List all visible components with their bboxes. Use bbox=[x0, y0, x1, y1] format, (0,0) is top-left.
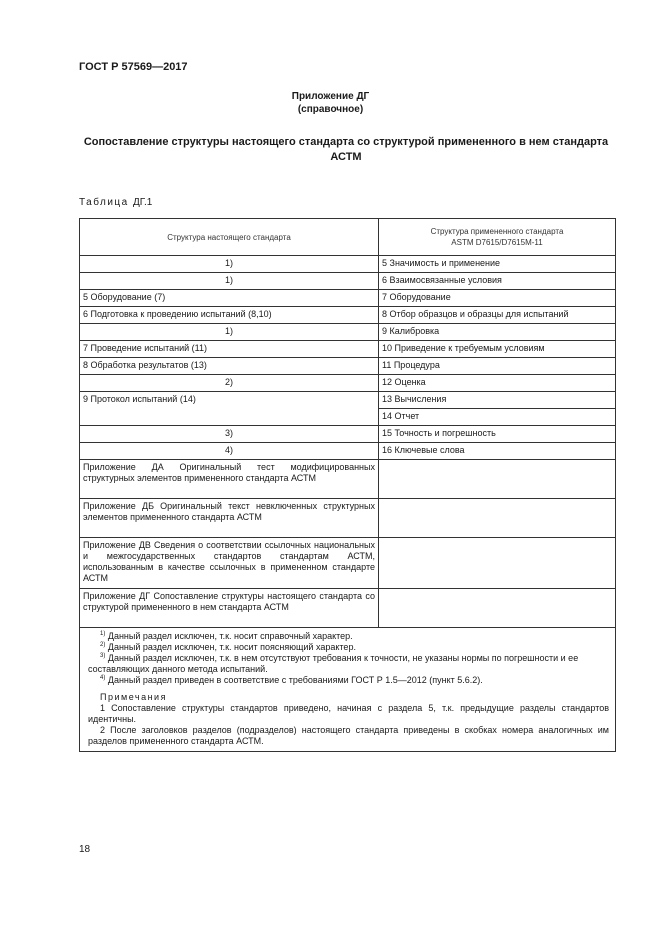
notes-heading: Примечания bbox=[100, 692, 167, 702]
table-row bbox=[80, 426, 616, 443]
footnote-mark: 1) bbox=[100, 631, 106, 637]
table-row bbox=[80, 290, 616, 307]
astm-section-cell: 14 Отчет bbox=[379, 409, 616, 426]
col1-header: Структура настоящего стандарта bbox=[80, 219, 379, 256]
appendix-title: Приложение ДГ bbox=[291, 91, 370, 102]
note-2: 2 После заголовков разделов (подразделов) настоящего стандарта приведены в скобках номера аналогичных им разделов примененного стандарта АСТМ. bbox=[88, 725, 609, 746]
page-number: 18 bbox=[79, 844, 91, 855]
table-header-row bbox=[80, 219, 616, 256]
col2-header-line1: Структура примененного стандарта bbox=[430, 227, 564, 236]
gost-section-cell: 8 Обработка результатов (13) bbox=[80, 358, 379, 375]
footnotes-cell bbox=[80, 628, 616, 752]
footnotes-row bbox=[80, 628, 616, 752]
footnote-ref-cell: 1) bbox=[80, 256, 379, 273]
col2-header bbox=[379, 219, 616, 256]
main-title: Сопоставление структуры настоящего стандарта со структурой примененного в нем стандарта АСТМ bbox=[83, 136, 609, 163]
footnote-ref-cell: 1) bbox=[80, 324, 379, 341]
table-row bbox=[80, 499, 616, 538]
astm-section-cell: 12 Оценка bbox=[379, 375, 616, 392]
table-row bbox=[80, 324, 616, 341]
footnote-mark: 2) bbox=[100, 642, 106, 648]
empty-cell bbox=[379, 460, 616, 499]
gost-section-cell: 7 Проведение испытаний (11) bbox=[80, 341, 379, 358]
gost-section-cell: 6 Подготовка к проведению испытаний (8,10) bbox=[80, 307, 379, 324]
footnote-3 bbox=[88, 653, 609, 675]
astm-section-cell: 15 Точность и погрешность bbox=[379, 426, 616, 443]
footnote-text: Данный раздел приведен в соответствие с требованиями ГОСТ Р 1.5—2012 (пункт 5.6.2). bbox=[105, 675, 483, 685]
footnote-2 bbox=[88, 642, 609, 653]
document-code: ГОСТ Р 57569—2017 bbox=[79, 61, 188, 73]
table-row bbox=[80, 256, 616, 273]
appendix-da-cell: Приложение ДА Оригинальный тест модифицированных структурных элементов примененного стандарта АСТМ bbox=[80, 460, 379, 499]
appendix-heading bbox=[0, 90, 661, 116]
astm-section-cell: 8 Отбор образцов и образцы для испытаний bbox=[379, 307, 616, 324]
footnote-text: Данный раздел исключен, т.к. носит справочный характер. bbox=[105, 631, 353, 641]
astm-section-cell: 16 Ключевые слова bbox=[379, 443, 616, 460]
table-row bbox=[80, 443, 616, 460]
table-row bbox=[80, 589, 616, 628]
footnote-ref-cell: 4) bbox=[80, 443, 379, 460]
footnote-ref-cell: 3) bbox=[80, 426, 379, 443]
gost-section-cell: 5 Оборудование (7) bbox=[80, 290, 379, 307]
table-row bbox=[80, 392, 616, 409]
gost-section-cell: 9 Протокол испытаний (14) bbox=[80, 392, 379, 426]
footnote-text: Данный раздел исключен, т.к. в нем отсутствуют требования к точности, не указаны нормы по погрешности и ее составляющих данного метода испытаний. bbox=[88, 653, 579, 674]
table-row bbox=[80, 341, 616, 358]
astm-section-cell: 7 Оборудование bbox=[379, 290, 616, 307]
footnote-1 bbox=[88, 631, 609, 642]
footnote-text: Данный раздел исключен, т.к. носит поясняющий характер. bbox=[105, 642, 356, 652]
astm-section-cell: 9 Калибровка bbox=[379, 324, 616, 341]
table-label bbox=[79, 197, 152, 208]
footnote-4 bbox=[88, 675, 609, 686]
table-label-number: ДГ.1 bbox=[133, 197, 153, 208]
footnote-mark: 3) bbox=[100, 653, 106, 659]
appendix-dg-cell: Приложение ДГ Сопоставление структуры настоящего стандарта со структурой примененного в нем стандарта АСТМ bbox=[80, 589, 379, 628]
empty-cell bbox=[379, 538, 616, 589]
astm-section-cell: 5 Значимость и применение bbox=[379, 256, 616, 273]
footnote-ref-cell: 1) bbox=[80, 273, 379, 290]
empty-cell bbox=[379, 499, 616, 538]
table-row bbox=[80, 538, 616, 589]
col2-header-line2: ASTM D7615/D7615M-11 bbox=[451, 238, 543, 247]
appendix-db-cell: Приложение ДБ Оригинальный текст невключенных структурных элементов примененного стандарта АСТМ bbox=[80, 499, 379, 538]
note-1: 1 Сопоставление структуры стандартов приведено, начиная с раздела 5, т.к. предыдущие разделы стандартов идентичны. bbox=[88, 703, 609, 724]
table-row bbox=[80, 358, 616, 375]
empty-cell bbox=[379, 589, 616, 628]
comparison-table bbox=[79, 218, 616, 752]
astm-section-cell: 11 Процедура bbox=[379, 358, 616, 375]
table-row bbox=[80, 375, 616, 392]
table-row bbox=[80, 460, 616, 499]
appendix-subtitle: (справочное) bbox=[297, 104, 364, 115]
astm-section-cell: 10 Приведение к требуемым условиям bbox=[379, 341, 616, 358]
astm-section-cell: 13 Вычисления bbox=[379, 392, 616, 409]
table-row bbox=[80, 307, 616, 324]
footnote-mark: 4) bbox=[100, 675, 106, 681]
appendix-dv-cell: Приложение ДВ Сведения о соответствии ссылочных национальных и межгосударственных стандартов стандартам АСТМ, использованным в качестве ссылочных в примененном стандарте АСТМ bbox=[80, 538, 379, 589]
astm-section-cell: 6 Взаимосвязанные условия bbox=[379, 273, 616, 290]
table-row bbox=[80, 273, 616, 290]
table-label-word: Таблица bbox=[79, 197, 129, 208]
footnote-ref-cell: 2) bbox=[80, 375, 379, 392]
